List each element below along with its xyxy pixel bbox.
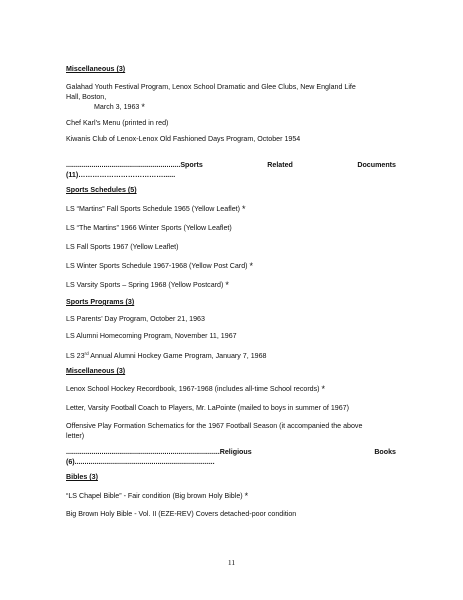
category-word: Sports	[180, 161, 203, 169]
sports-schedules-heading: Sports Schedules (5)	[66, 186, 137, 194]
asterisk-mark: *	[242, 204, 246, 214]
chef-entry: Chef Karl’s Menu (printed in red)	[66, 119, 169, 127]
bibles-heading: Bibles (3)	[66, 473, 98, 481]
category-line2: (6).......................................................................	[66, 458, 215, 466]
page-number: 11	[227, 558, 236, 567]
religious-books-row	[66, 447, 396, 457]
misc2-item: Offensive Play Formation Schematics for the 1967 Football Season (it accompanied the above letter)	[66, 422, 363, 440]
religious-books-category	[66, 447, 396, 467]
schedule-item: LS Fall Sports 1967 (Yellow Leaflet)	[66, 243, 179, 251]
kiwanis-entry: Kiwanis Club of Lenox-Lenox Old Fashioned Days Program, October 1954	[66, 135, 301, 143]
program-item: LS 23rd Annual Alumni Hockey Game Program, January 7, 1968	[66, 351, 267, 360]
category-line2: (11)………………………………......	[66, 171, 176, 179]
asterisk-mark: *	[321, 384, 326, 394]
misc2-heading: Miscellaneous (3)	[66, 367, 126, 375]
bible-item: Big Brown Holy Bible - Vol. II (EZE-REV) Covers detached-poor condition	[66, 510, 297, 518]
galahad-line1: Galahad Youth Festival Program, Lenox School Dramatic and Glee Clubs, New England Life	[66, 83, 356, 91]
misc2-item: Lenox School Hockey Recordbook, 1967-1968 (includes all-time School records) *	[66, 384, 326, 394]
schedule-item: LS Winter Sports Schedule 1967-1968 (Yellow Post Card) *	[66, 261, 254, 271]
asterisk-mark: *	[225, 280, 229, 290]
program-item: LS Alumni Homecoming Program, November 11, 1967	[66, 332, 237, 340]
misc2-item: Letter, Varsity Football Coach to Players, Mr. LaPointe (mailed to boys in summer of 1967)	[66, 404, 349, 412]
category-word: Related	[267, 161, 293, 169]
dot-leader: ..............................................................................	[66, 448, 220, 456]
schedule-item: LS “Martins” Fall Sports Schedule 1965 (Yellow Leaflet) *	[66, 204, 246, 214]
asterisk-mark: *	[244, 491, 249, 501]
category-word: Books	[374, 448, 396, 456]
schedule-item: LS “The Martins” 1966 Winter Sports (Yellow Leaflet)	[66, 224, 232, 232]
dot-leader: ..........................................................	[66, 161, 181, 169]
program-item: LS Parents’ Day Program, October 21, 1963	[66, 315, 205, 323]
asterisk-mark: *	[249, 261, 254, 271]
galahad-date-line	[66, 102, 396, 112]
galahad-line2: Hall, Boston,	[66, 93, 107, 101]
category-word: Documents	[357, 161, 396, 169]
sports-programs-heading: Sports Programs (3)	[66, 298, 135, 306]
category-word: Religious	[219, 448, 252, 456]
ordinal-suffix: rd	[84, 351, 89, 356]
galahad-entry	[66, 82, 396, 112]
misc1-heading: Miscellaneous (3)	[66, 65, 126, 73]
sports-documents-category	[66, 160, 396, 180]
bible-item: “LS Chapel Bible” - Fair condition (Big brown Holy Bible) *	[66, 491, 249, 501]
schedule-item: LS Varsity Sports – Spring 1968 (Yellow Postcard) *	[66, 280, 229, 290]
asterisk-mark: *	[141, 102, 145, 112]
sports-documents-row	[66, 160, 396, 170]
galahad-date: March 3, 1963	[94, 103, 140, 111]
